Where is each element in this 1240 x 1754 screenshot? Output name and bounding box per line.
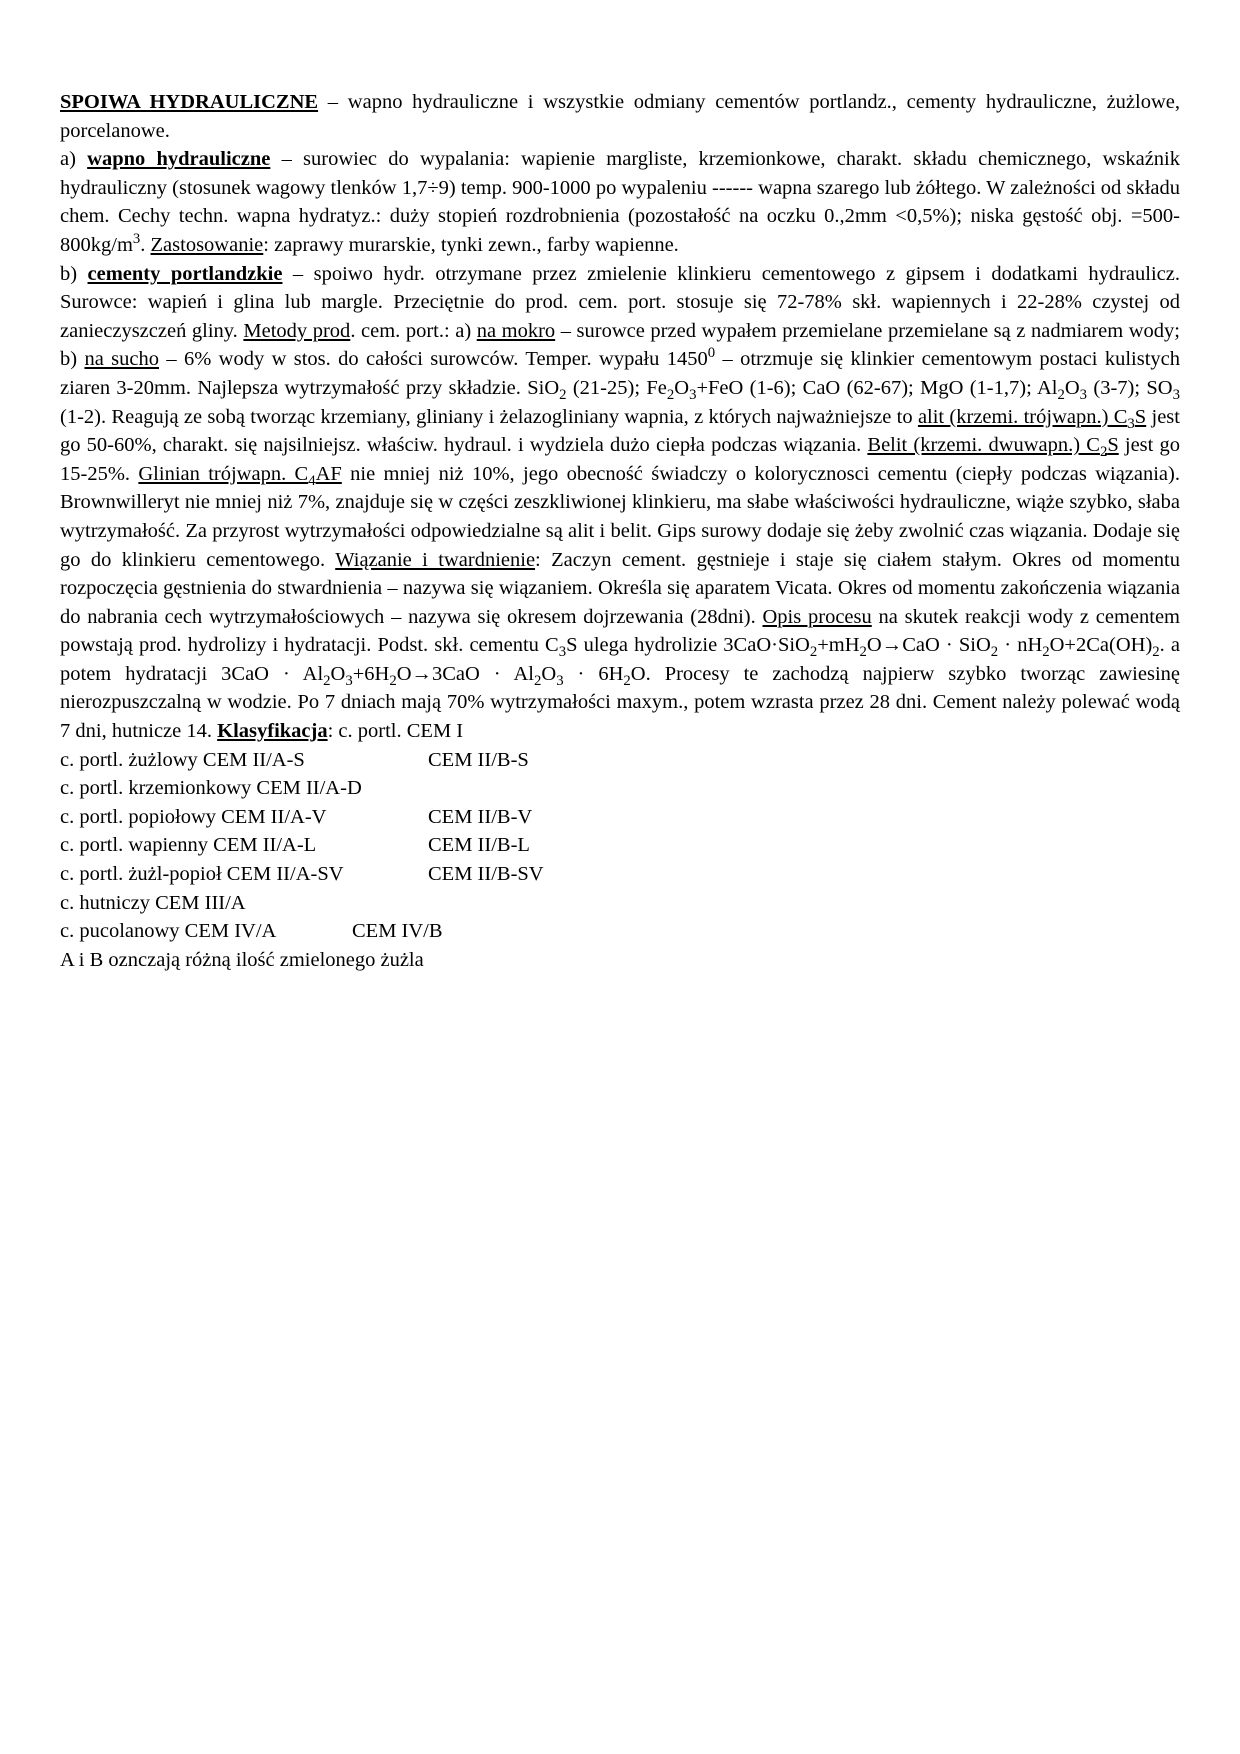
classification-row: c. hutniczy CEM III/A bbox=[60, 891, 246, 914]
metody-label: Metody prod bbox=[243, 319, 351, 342]
wiazanie-label: Wiązanie i twardnienie bbox=[335, 548, 536, 571]
section-a-heading: wapno hydrauliczne bbox=[87, 148, 271, 171]
main-title: SPOIWA HYDRAULICZNE bbox=[60, 91, 319, 113]
intro-paragraph bbox=[60, 88, 1180, 145]
glinian-label: Glinian trójwapn. $C_4AF$ bbox=[138, 462, 342, 489]
section-a-paragraph: a) wapno hydrauliczne – surowiec do wypalania: wapienie margliste, krzemionkowe, charakt. składu chemicznego, wskaźnik hydrauliczny (stosunek wagowy tlenków 1,7÷9) temp. 900-1000 po wypaleniu ------ wapna szarego lub żółtego. W zależności od składu chem. Cechy techn. wapna hydratyz.: duży stopień rozdrobnienia (pozostałość na oczku 0.,2mm <0,5%); niska gęstość obj. $=500-800kg/m^3$. Zastosowanie: zaprawy murarskie, tynki zewn., farby wapienne. bbox=[60, 148, 1180, 256]
opis-procesu-label: Opis procesu bbox=[762, 605, 872, 628]
footer-note: A i B oznczają różną ilość zmielonego żużla bbox=[60, 948, 424, 971]
classification-row: c. pucolanowy CEM IV/A CEM IV/B bbox=[60, 920, 443, 943]
document-page bbox=[60, 88, 1180, 974]
klasyfikacja-label: Klasyfikacja bbox=[217, 720, 328, 743]
classification-row: c. portl. wapienny CEM II/A-L CEM II/B-L bbox=[60, 834, 530, 857]
classification-row: c. portl. żużlowy CEM II/A-S CEM II/B-S bbox=[60, 748, 529, 771]
zastosowanie-label: Zastosowanie bbox=[150, 233, 264, 256]
classification-list bbox=[60, 746, 1180, 946]
intro-text: – wapno hydrauliczne i wszystkie odmiany cementów portlandz., cementy hydrauliczne, żużlowe, porcelanowe. bbox=[60, 91, 1180, 142]
section-b-heading: cementy portlandzkie bbox=[87, 262, 283, 285]
na-mokro-label: na mokro bbox=[476, 319, 556, 342]
belit-label: Belit (krzemi. dwuwapn.) $C_2S$ bbox=[867, 434, 1119, 461]
classification-row: c. portl. żużl-popioł CEM II/A-SV CEM II/B-SV bbox=[60, 863, 544, 886]
section-b-paragraph: b) cementy portlandzkie – spoiwo hydr. otrzymane przez zmielenie klinkieru cementowego z gipsem i dodatkami hydraulicz. Surowce: wapień i glina lub margle. Przeciętnie do prod. cem. port. stosuje się 72-78% skł. wapiennych i 22-28% czystej od zanieczyszczeń gliny. Metody prod. cem. port.: a) na mokro – surowce przed wypałem przemielane przemielane są z nadmiarem wody; b) na sucho – 6% wody w stos. do całości surowców. Temper. wypału 1450$^0$ – otrzmuje się klinkier cementowym postaci kulistych ziaren 3-20mm. Najlepsza wytrzymałość przy składzie. SiO$_2$ (21-25); $Fe_2O_3+FeO$ (1-6); CaO (62-67); MgO (1-1,7); $Al_2O_3$ (3-7); $SO_3$ (1-2). Reagują ze sobą tworząc krzemiany, gliniany i żelazogliniany wapnia, z których najważniejsze to alit (krzemi. trójwapn.) $C_3S$ jest go 50-60%, charakt. się najsilniejsz. właściw. hydraul. i wydziela dużo ciepła podczas wiązania. Belit (krzemi. dwuwapn.) $C_2S$ jest go 15-25%. Glinian trójwapn. $C_4AF$ nie mniej niż 10%, jego obecność świadczy o kolorycznosci cementu (ciepły podczas wiązania). Brownwilleryt nie mniej niż 7%, znajduje się w części zeszkliwionej klinkieru, ma słabe właściwości hydrauliczne, wiąże szybko, słaba wytrzymałość. Za przyrost wytrzymałości odpowiedzialne są alit i belit. Gips surowy dodaje się żeby zwolnić czas wiązania. Dodaje się go do klinkieru cementowego. Wiązanie i twardnienie: Zaczyn cement. gęstnieje i staje się ciałem stałym. Okres od momentu rozpoczęcia gęstnienia do stwardnienia – nazywa się wiązaniem. Określa się aparatem Vicata. Okres od momentu zakończenia wiązania do nabrania cech wytrzymałościowych – nazywa się okresem dojrzewania (28dni). Opis procesu na skutek reakcji wody z cementem powstają prod. hydrolizy i hydratacji. Podst. skł. cementu $C_3S$ ulega hydrolizie $3CaO\cdot SiO_2+mH_2O\to CaO \cdot SiO_2 \cdot nH_2O+2Ca(OH)_2$. a potem hydratacji $3CaO \cdot Al_2O_3+6H_2O\to 3CaO \cdot Al_2O_3 \cdot 6H_2O$. Procesy te zachodzą najpierw szybko tworząc zawiesinę nierozpuszczalną w wodzie. Po 7 dniach mają 70% wytrzymałości maxym., potem wzrasta przez 28 dni. Cement należy polewać wodą 7 dni, hutnicze 14. Klasyfikacja: c. portl. CEM I bbox=[60, 262, 1181, 743]
na-sucho-label: na sucho bbox=[84, 348, 159, 371]
classification-row: c. portl. popiołowy CEM II/A-V CEM II/B-V bbox=[60, 805, 533, 828]
alit-label: alit (krzemi. trójwapn.) $C_3S$ bbox=[917, 405, 1147, 432]
classification-row: c. portl. krzemionkowy CEM II/A-D bbox=[60, 777, 362, 800]
